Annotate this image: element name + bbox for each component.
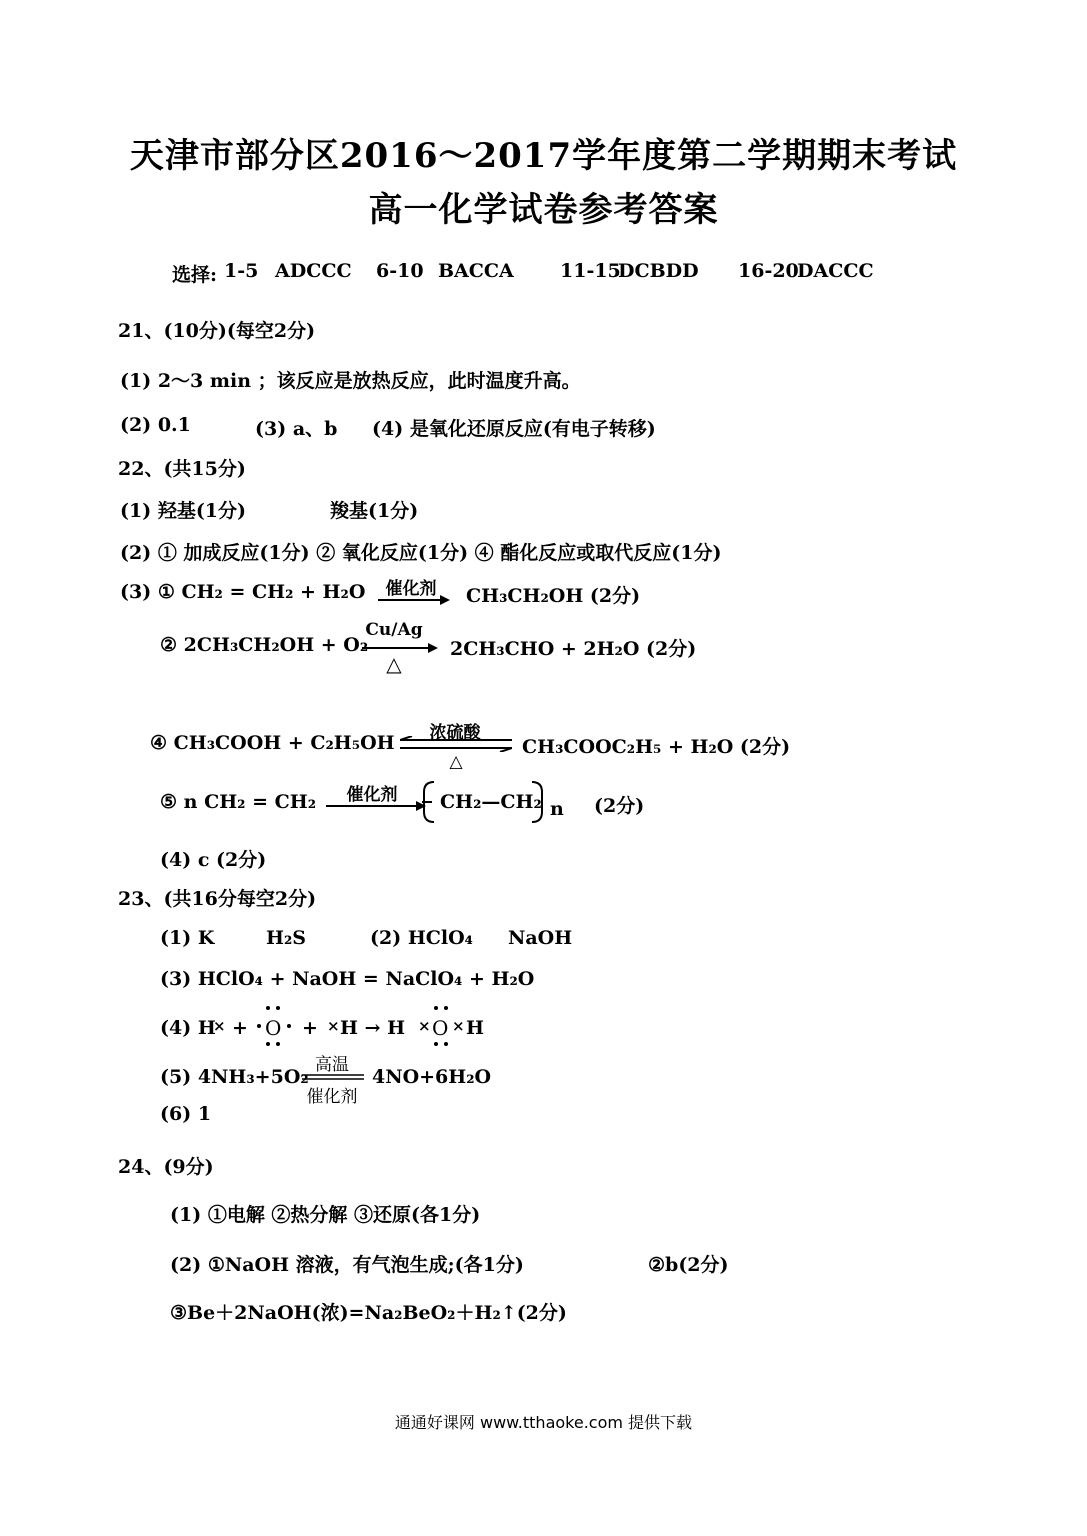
q23-line1a: (1) K: [160, 927, 215, 949]
eq5-score: (2分): [594, 795, 645, 817]
q21-line1: (1) 2～3 min ；该反应是放热反应，此时温度升高。: [120, 370, 581, 392]
eq4-right: CH₃COOC₂H₅ + H₂O (2分): [522, 736, 791, 758]
footer-text: 通通好课网 www.tthaoke.com 提供下载: [394, 1413, 693, 1432]
eq5-n: n: [550, 798, 564, 820]
eq4-condition: 浓硫酸: [429, 723, 481, 743]
q23-header: 23、(共16分每空2分): [118, 888, 317, 910]
eq2-left: ② 2CH₃CH₂OH + O₂: [160, 634, 369, 656]
choice-range-1: 1-5: [224, 260, 259, 282]
q23-line1b: H₂S: [266, 927, 306, 949]
q22-line4: (4) c (2分): [160, 849, 267, 871]
polymer-bracket-right: [530, 780, 546, 824]
eq4-left: ④ CH₃COOH + C₂H₅OH: [150, 732, 395, 754]
q22-line1a: (1) 羟基(1分): [120, 500, 247, 522]
q23-line5-condition-bottom: 催化剂: [306, 1087, 358, 1107]
q23-line3: (3) HClO₄ + NaOH = NaClO₄ + H₂O: [160, 968, 535, 990]
eq1-arrow: [378, 594, 450, 606]
eq4-reversible-arrow: [400, 736, 512, 752]
q23-line1c: (2) HClO₄: [370, 927, 473, 949]
q23-line4-h: H → H: [340, 1017, 406, 1039]
q23-line4-plus2: +: [302, 1017, 318, 1039]
electron-cross-3: ×: [418, 1017, 431, 1035]
q23-line4-h2: H: [466, 1017, 484, 1039]
eq5-condition: 催化剂: [346, 785, 398, 805]
eq2-condition: Cu/Ag: [365, 620, 423, 640]
eq5-arrow: [326, 800, 426, 812]
q24-line2b: ②b(2分): [648, 1254, 729, 1276]
q24-line1: (1) ①电解 ②热分解 ③还原(各1分): [170, 1204, 481, 1226]
eq1-left: (3) ① CH₂ = CH₂ + H₂O: [120, 581, 366, 603]
q23-line5-condition-top: 高温: [315, 1055, 349, 1075]
oxygen-atom: O: [265, 1016, 282, 1040]
q24-line3: ③Be＋2NaOH(浓)=Na₂BeO₂＋H₂↑(2分): [170, 1302, 567, 1324]
q23-line5-right: 4NO+6H₂O: [372, 1066, 492, 1088]
choice-answers-1: ADCCC: [275, 260, 352, 282]
page-subtitle: 高一化学试卷参考答案: [368, 190, 719, 230]
polymer-bracket-left: [420, 780, 442, 824]
eq5-left: ⑤ n CH₂ = CH₂: [160, 791, 317, 813]
q22-header: 22、(共15分): [118, 458, 246, 480]
eq2-right: 2CH₃CHO + 2H₂O (2分): [450, 638, 697, 660]
choice-answers-3: DCBDD: [618, 260, 699, 282]
electron-cross-1: ×: [213, 1017, 226, 1035]
choice-range-3: 11-15: [560, 260, 621, 282]
choice-label: 选择:: [172, 264, 218, 286]
q21-header: 21、(10分)(每空2分): [118, 320, 316, 342]
q23-line6: (6) 1: [160, 1103, 212, 1125]
page-title: 天津市部分区2016～2017学年度第二学期期末考试: [129, 136, 958, 176]
eq4-heat: △: [449, 752, 463, 772]
q23-line5-arrow: [302, 1074, 364, 1080]
choice-answers-2: BACCA: [438, 260, 514, 282]
eq5-polymer: CH₂—CH₂: [440, 791, 542, 813]
q23-line4-plus1: +: [232, 1017, 248, 1039]
choice-range-2: 6-10: [376, 260, 424, 282]
choice-answers-4: DACCC: [797, 260, 874, 282]
q21-answer-4: (4) 是氧化还原反应(有电子转移): [372, 418, 656, 440]
oxygen-electron-dots: [256, 1004, 292, 1048]
q21-answer-3: (3) a、b: [255, 418, 338, 440]
q21-answer-2: (2) 0.1: [120, 414, 191, 436]
q24-header: 24、(9分): [118, 1156, 214, 1178]
q24-line2a: (2) ①NaOH 溶液，有气泡生成;(各1分): [170, 1254, 524, 1276]
electron-cross-4: ×: [452, 1017, 465, 1035]
water-oxygen-atom: O: [432, 1016, 449, 1040]
electron-cross-2: ×: [327, 1017, 340, 1035]
q22-line1b: 羧基(1分): [330, 500, 419, 522]
choice-range-4: 16-20: [738, 260, 799, 282]
eq1-right: CH₃CH₂OH (2分): [466, 585, 641, 607]
q23-line4-prefix: (4) H: [160, 1017, 216, 1039]
eq1-condition: 催化剂: [385, 579, 437, 599]
eq2-heat: △: [386, 652, 402, 676]
q22-line2: (2) ① 加成反应(1分) ② 氧化反应(1分) ④ 酯化反应或取代反应(1分): [120, 542, 722, 564]
q23-line5-left: (5) 4NH₃+5O₂: [160, 1066, 309, 1088]
q23-line1d: NaOH: [508, 927, 573, 949]
